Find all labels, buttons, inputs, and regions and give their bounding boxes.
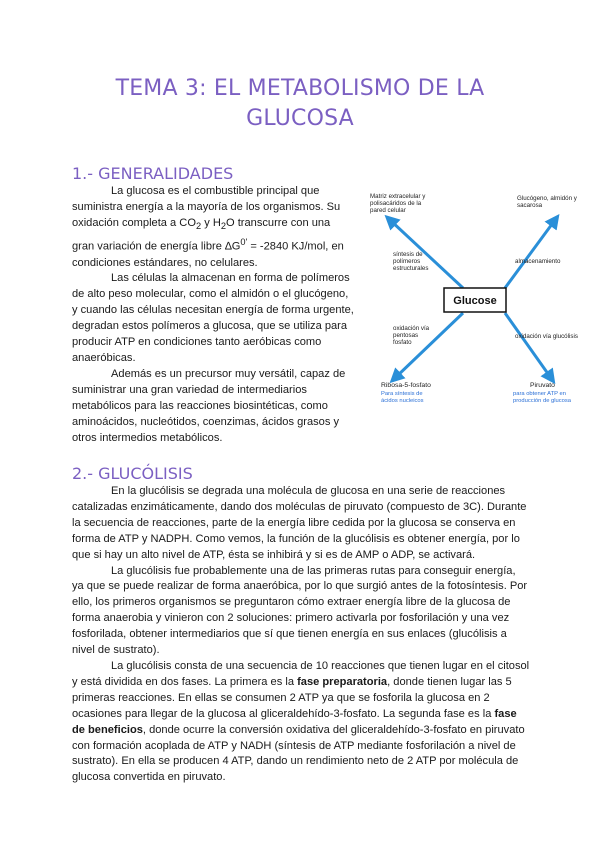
term-preparatory-phase: fase preparatoria xyxy=(297,675,388,688)
title-line-2: GLUCOSA xyxy=(246,106,354,131)
label-structural-polymers: síntesis de xyxy=(393,251,423,258)
glucose-fate-diagram xyxy=(365,188,595,418)
svg-text:fosfato: fosfato xyxy=(393,339,412,346)
paragraph: La glucólisis fue probablemente una de las primeras rutas para conseguir energía, ya que se puede realizar de forma anaeróbica, por lo que surgió antes de la fotosíntesis. Por ello, los primeros organismos se preguntaron cómo extraer energía libre de la glucosa de forma anaerobia y vinieron con 2 soluciones: primero activarla por fosforilación y una vez fosforilada, obtener intermediarios que sí que tienen energía en sus enlaces (glucólisis a nivel de sustrato). xyxy=(72,564,528,657)
paragraph: Además es un precursor muy versátil, capaz de suministrar una gran variedad de intermediarios metabólicos para las reacciones biosintéticas, como aminoácidos, nucleótidos, coenzimas, ácidos grasos y otros intermedios metabólicos. xyxy=(72,367,346,444)
term-payoff-phase: fase de beneficios xyxy=(72,707,517,736)
svg-text:ácidos nucleicos: ácidos nucleicos xyxy=(381,398,424,404)
label-ribose-5-phosphate: Ribosa-5-fosfato xyxy=(381,382,431,389)
svg-text:sacarosa: sacarosa xyxy=(517,202,543,209)
glucose-label: Glucose xyxy=(453,295,497,307)
page-title xyxy=(60,74,540,134)
svg-text:pentosas: pentosas xyxy=(393,332,419,339)
label-pyruvate: Piruvato xyxy=(530,382,555,389)
label-extracellular-matrix: Matriz extracelular y xyxy=(370,193,426,200)
svg-text:para obtener ATP en: para obtener ATP en xyxy=(513,391,566,397)
svg-text:producción de glucosa: producción de glucosa xyxy=(513,398,572,404)
paragraph: La glucólisis consta de una secuencia de 10 reacciones que tienen lugar en el citosol y está dividida en dos fases. La primera es la fase preparatoria, donde tienen lugar las 5 primeras reacciones. En ellas se consumen 2 ATP ya que se fosforila la glucosa en 2 ocasiones para llegar de la glucosa al gliceraldehído-3-fosfato. La segunda fase es la fase de beneficios, donde ocurre la conversión oxidativa del gliceraldehído-3-fosfato en piruvato con formación acoplada de ATP y NADH (síntesis de ATP mediante fosforilación a nivel de sustrato). En ella se producen 4 ATP, dando un rendimiento neto de 2 ATP por molécula de glucosa convertida en piruvato. xyxy=(72,659,530,784)
arrow-top-right xyxy=(505,220,555,288)
svg-text:Para síntesis de: Para síntesis de xyxy=(381,391,423,397)
svg-text:pared celular: pared celular xyxy=(370,207,406,214)
label-glycogen: Glucógeno, almidón y xyxy=(517,195,577,202)
svg-text:polímeros: polímeros xyxy=(393,258,421,265)
label-pentose-phosphate: oxidación vía xyxy=(393,325,430,332)
paragraph: La glucosa es el combustible principal que suministra energía a la mayoría de los organismos. Su oxidación completa a $CO_2$ y $H_2O$ transcurre con una gran variación de energía libre $\Delta G^{0'} = -2840$ KJ/mol, en condiciones estándares, no celulares. xyxy=(72,185,344,269)
section-2-heading: 2.- GLUCÓLISIS xyxy=(72,464,193,483)
paragraph: Las células la almacenan en forma de polímeros de alto peso molecular, como el almidón o el glucógeno, y cuando las células necesitan energía de forma urgente, degradan estos polímeros a glucosa, que se utiliza para producir ATP en condiciones tanto aeróbicas como anaeróbicas. xyxy=(72,272,354,364)
section-2-body xyxy=(72,484,530,786)
section-1-body xyxy=(72,184,355,446)
svg-text:estructurales: estructurales xyxy=(393,265,429,272)
section-1-heading: 1.- GENERALIDADES xyxy=(72,164,234,183)
svg-text:polisacáridos de la: polisacáridos de la xyxy=(370,200,422,207)
label-storage: almacenamiento xyxy=(515,258,561,265)
paragraph: En la glucólisis se degrada una molécula de glucosa en una serie de reacciones catalizadas enzimáticamente, dando dos moléculas de piruvato (compuesto de 3C). Durante la secuencia de reacciones, parte de la energía libre cedida por la glucosa se conserva en forma de ATP y NADPH. Como vemos, la función de la glucólisis es obtener energía, por lo que si hay un alto nivel de ATP, ésta se inhibirá y si es de AMP o ADP, se activará. xyxy=(72,485,527,561)
arrow-bottom-right xyxy=(505,313,551,378)
label-glycolysis-oxidation: oxidación vía glucólisis xyxy=(515,333,578,340)
title-line-1: TEMA 3: EL METABOLISMO DE LA xyxy=(115,76,485,101)
